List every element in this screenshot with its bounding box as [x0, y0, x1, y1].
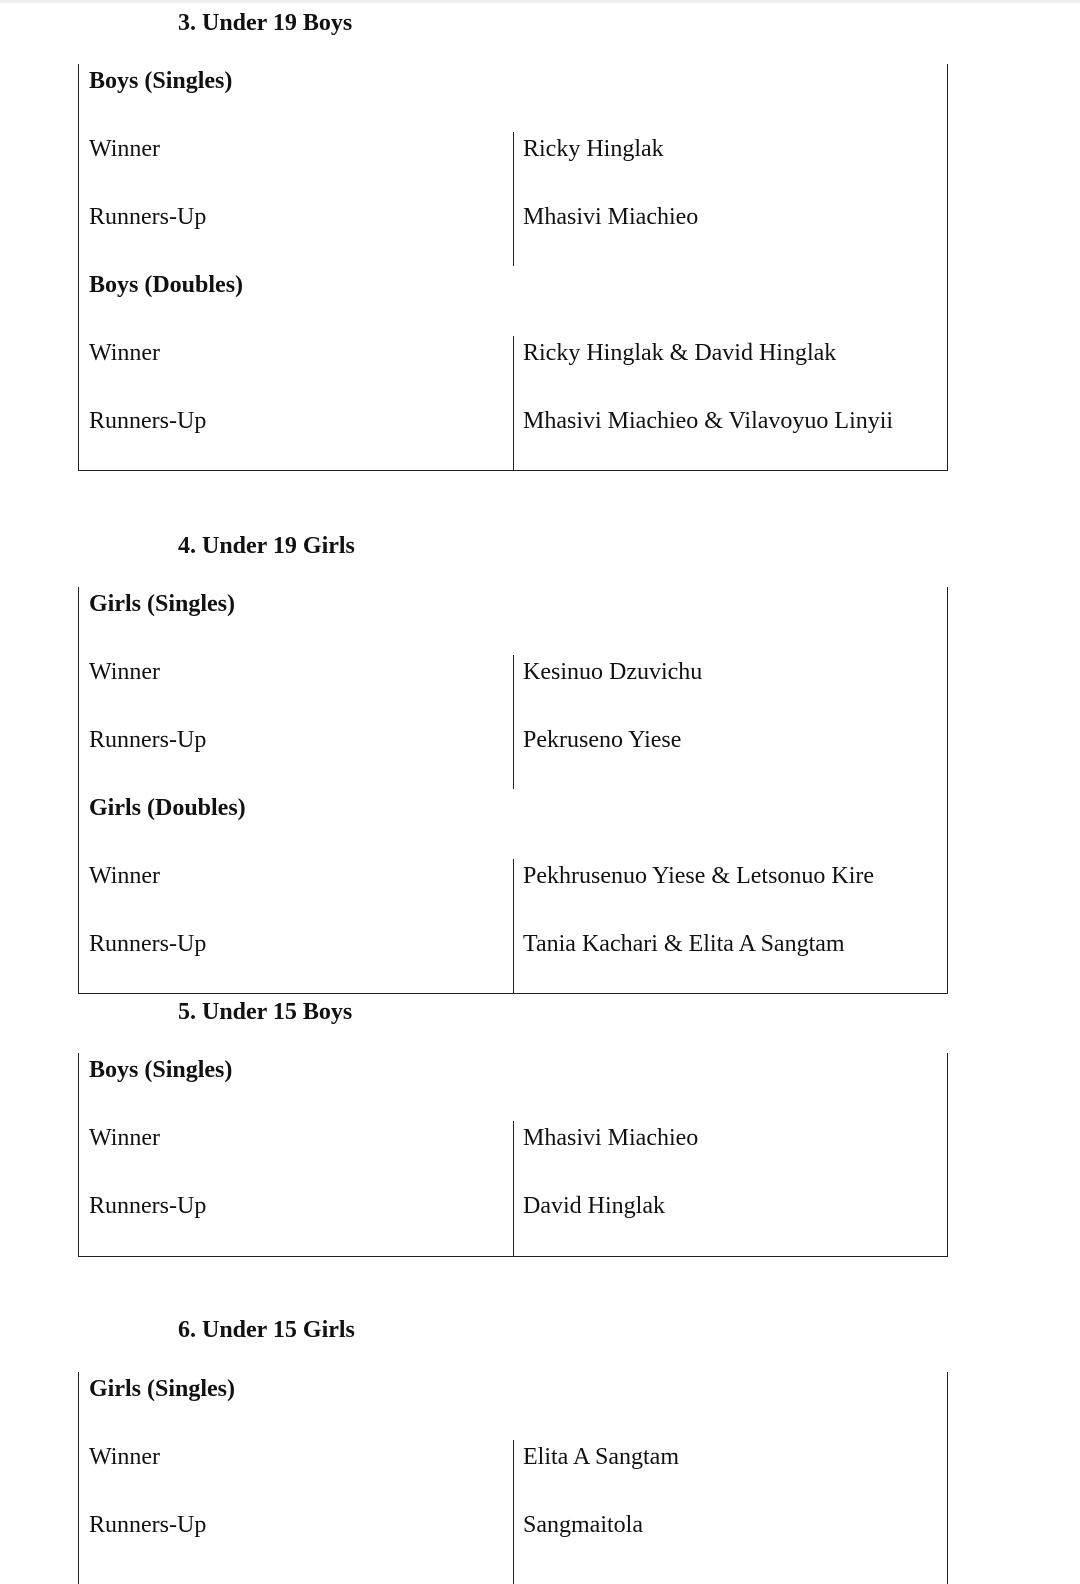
group-title: Boys (Singles): [89, 68, 233, 94]
result-label: Winner: [89, 1125, 161, 1151]
section-heading-u19-girls: 4. Under 19 Girls: [178, 533, 355, 559]
section-heading-u15-girls: 6. Under 15 Girls: [178, 1317, 355, 1343]
group-title-row: [78, 268, 948, 336]
results-table-u19-girls: [78, 587, 948, 994]
group-title-row: [78, 1053, 948, 1121]
results-table-u15-boys: [78, 1053, 948, 1257]
table-row: [78, 1121, 948, 1189]
results-table-u15-girls: [78, 1372, 948, 1584]
result-value: Elita A Sangtam: [523, 1444, 679, 1470]
group-title-row: [78, 1372, 948, 1440]
table-row: [78, 336, 948, 404]
group-title-row: [78, 64, 948, 132]
table-row: [78, 132, 948, 200]
section-heading-u15-boys: 5. Under 15 Boys: [178, 999, 353, 1025]
table-row: [78, 200, 948, 268]
group-title: Girls (Singles): [89, 591, 236, 617]
result-label: Runners-Up: [89, 727, 207, 753]
result-label: Winner: [89, 863, 161, 889]
result-label: Runners-Up: [89, 1193, 207, 1219]
table-row: [78, 723, 948, 791]
result-value: Pekhrusenuo Yiese & Letsonuo Kire: [523, 863, 875, 889]
result-label: Runners-Up: [89, 1512, 207, 1538]
table-row: [78, 927, 948, 995]
result-value: Sangmaitola: [523, 1512, 643, 1538]
result-value: Ricky Hinglak: [523, 136, 664, 162]
table-row: [78, 1440, 948, 1508]
group-title: Girls (Doubles): [89, 795, 246, 821]
result-label: Winner: [89, 340, 161, 366]
table-row: [78, 1508, 948, 1576]
result-value: Tania Kachari & Elita A Sangtam: [523, 931, 845, 957]
group-title-row: [78, 587, 948, 655]
section-heading-u19-boys: 3. Under 19 Boys: [178, 10, 353, 36]
result-value: Ricky Hinglak & David Hinglak: [523, 340, 837, 366]
result-label: Runners-Up: [89, 204, 207, 230]
result-value: David Hinglak: [523, 1193, 665, 1219]
result-value: Mhasivi Miachieo & Vilavoyuo Linyii: [523, 408, 894, 434]
result-value: Pekruseno Yiese: [523, 727, 682, 753]
group-title-row: [78, 791, 948, 859]
results-table-u19-boys: [78, 64, 948, 471]
result-value: Mhasivi Miachieo: [523, 1125, 699, 1151]
group-title: Girls (Singles): [89, 1376, 236, 1402]
result-value: Mhasivi Miachieo: [523, 204, 699, 230]
group-title: Boys (Singles): [89, 1057, 233, 1083]
result-label: Winner: [89, 1444, 161, 1470]
result-value: Kesinuo Dzuvichu: [523, 659, 703, 685]
result-label: Winner: [89, 136, 161, 162]
result-label: Runners-Up: [89, 931, 207, 957]
group-title: Boys (Doubles): [89, 272, 244, 298]
table-row: [78, 859, 948, 927]
result-label: Runners-Up: [89, 408, 207, 434]
page-top-edge: [0, 0, 1080, 3]
table-row: [78, 655, 948, 723]
table-row: [78, 404, 948, 472]
table-row: [78, 1189, 948, 1257]
result-label: Winner: [89, 659, 161, 685]
